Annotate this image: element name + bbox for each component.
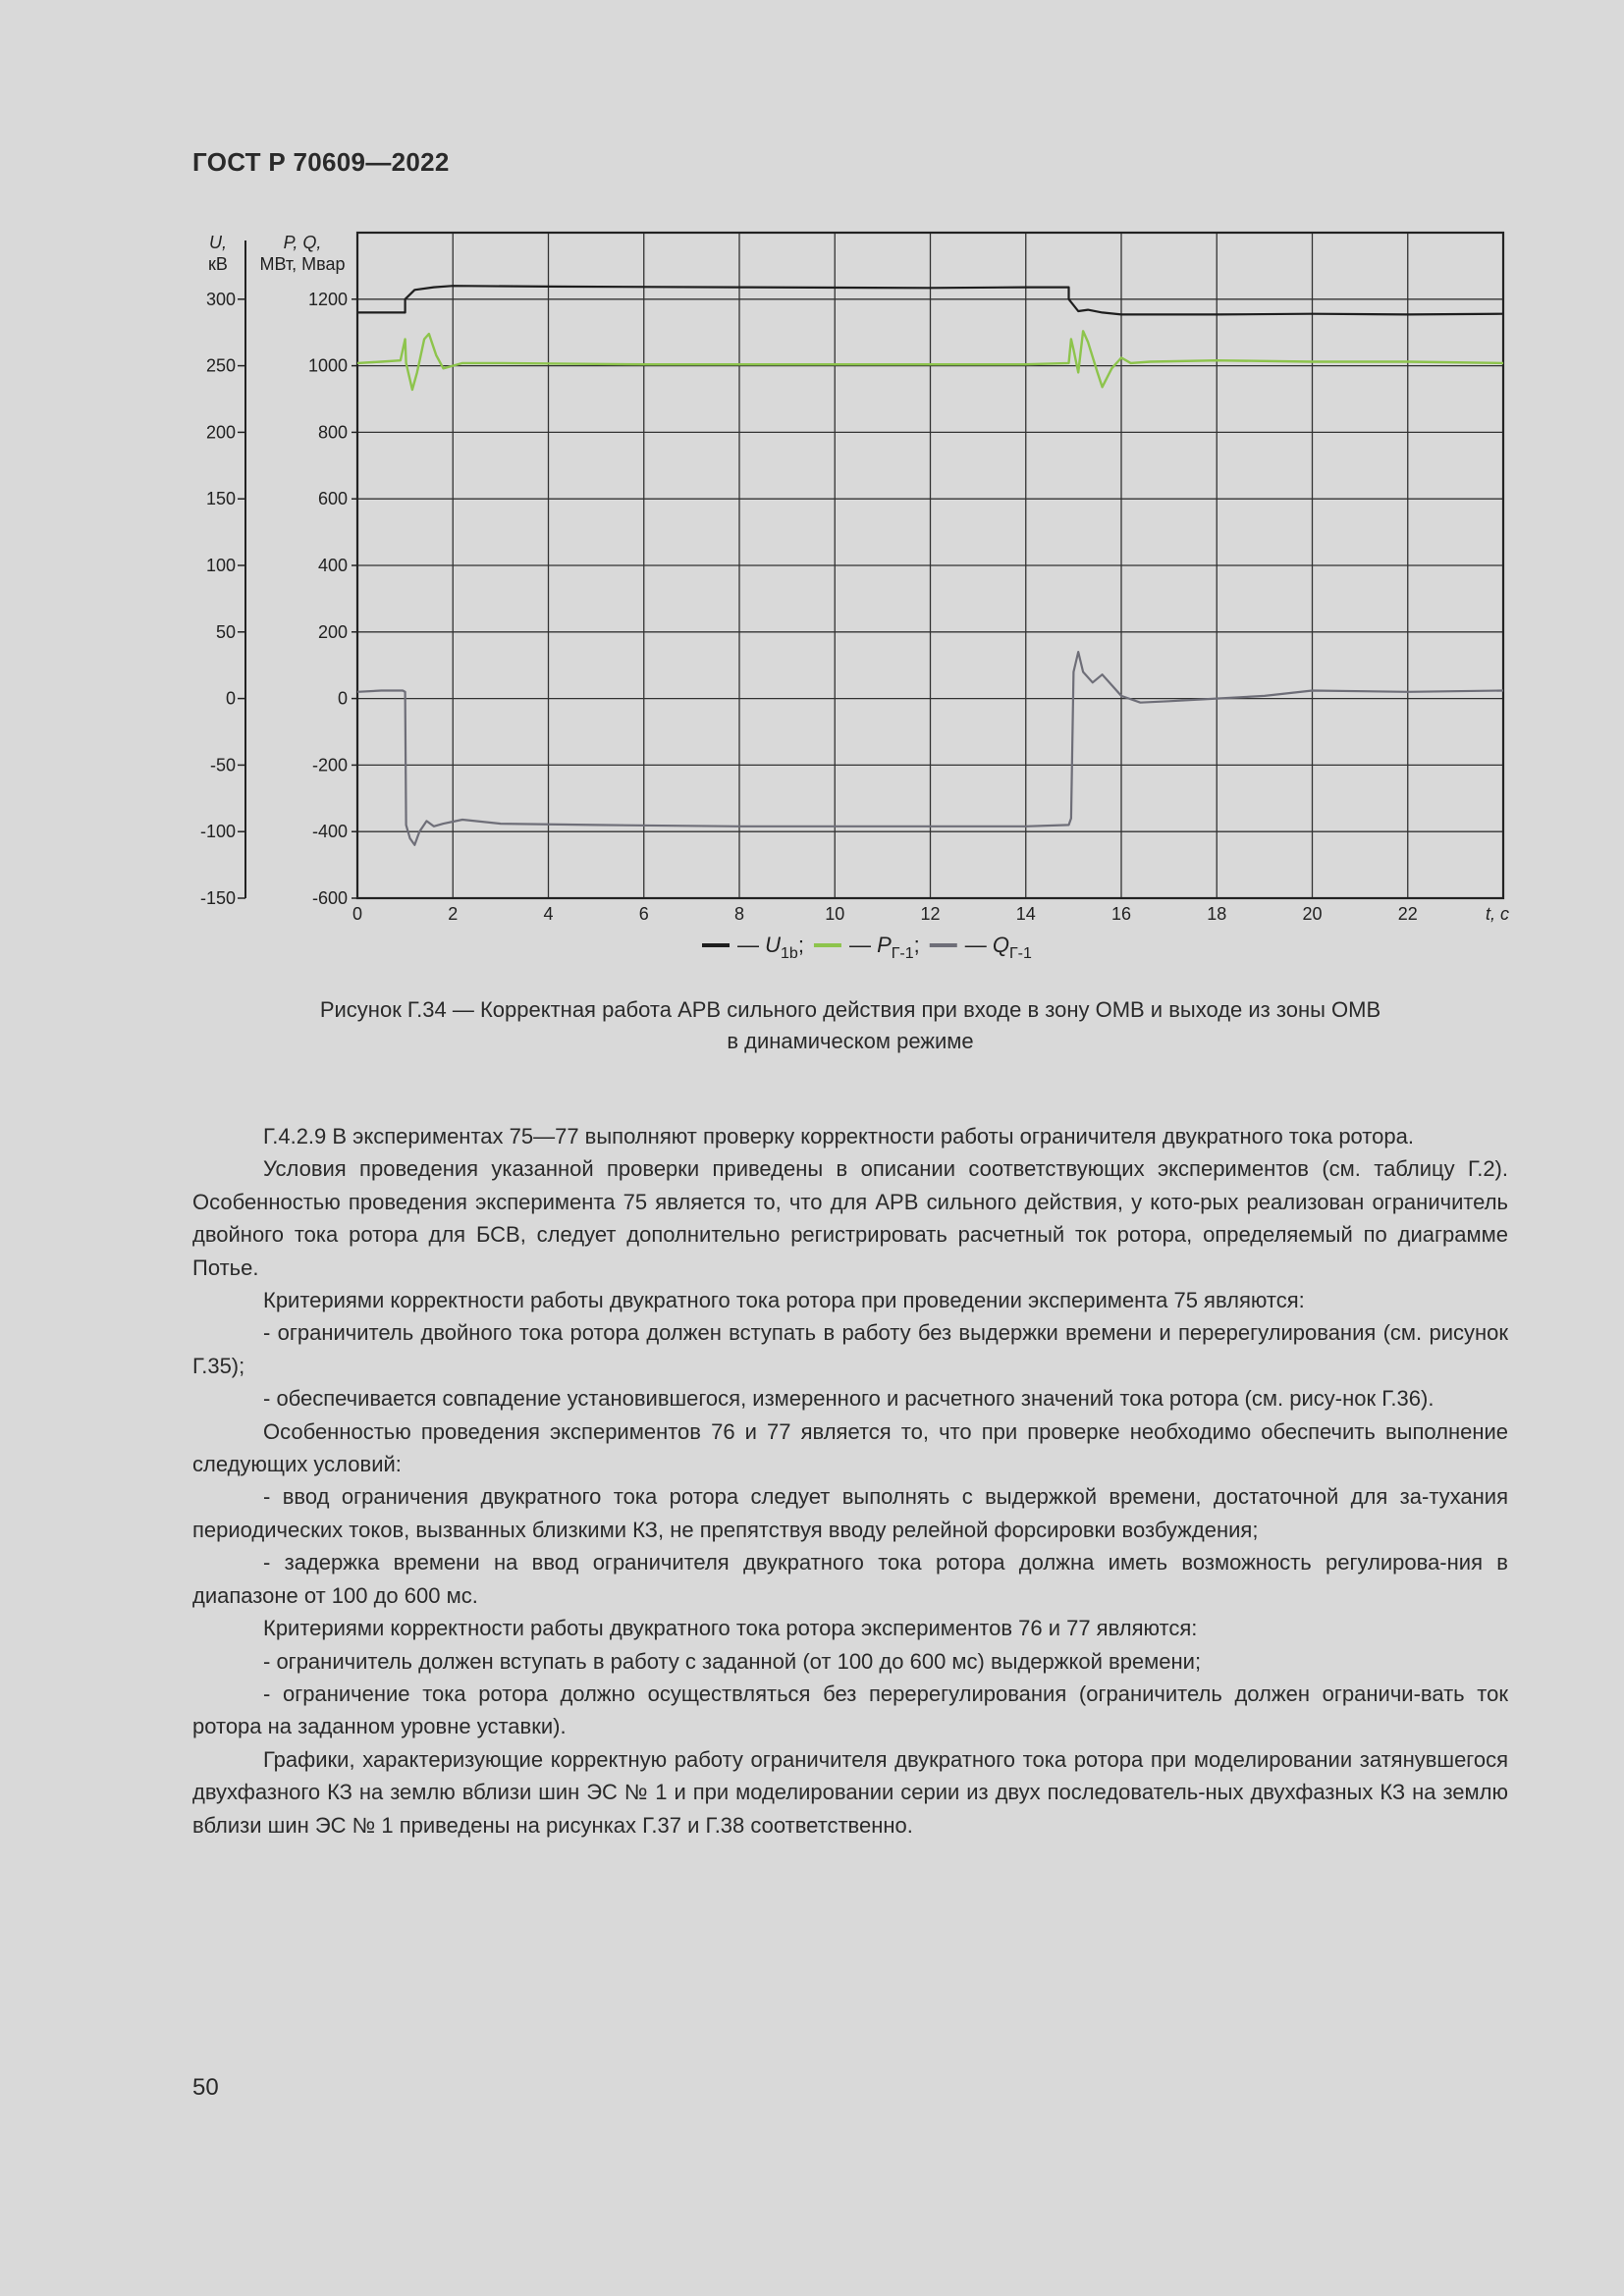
left-axis-tick-label: 0 [225, 688, 236, 709]
x-axis-tick-label: 16 [1110, 904, 1132, 924]
right-axis-tick-label: 400 [317, 556, 348, 575]
caption-line-2: в динамическом режиме [727, 1029, 974, 1053]
paragraph: - обеспечивается совпадение установившегося, измеренного и расчетного значений тока ротора (см. рису-нок Г.36). [263, 1386, 1435, 1412]
paragraph: - ввод ограничения двукратного тока ротора следует выполнять с выдержкой времени, достаточной для за-тухания периодических токов, вызванных близкими КЗ, не препятствуя вводу релейной форсировки возбуждения; [192, 1484, 1508, 1542]
x-axis-tick-label: 8 [733, 904, 745, 924]
left-axis-title: кВ [208, 254, 228, 274]
body-text [192, 1120, 1508, 1842]
x-axis-tick-label: 4 [543, 904, 554, 924]
paragraph: Г.4.2.9 В экспериментах 75—77 выполняют проверку корректности работы ограничителя двукратного тока ротора. [263, 1124, 1414, 1148]
legend-label: — $U_{1b}$; [737, 933, 804, 962]
left-axis-title: U, [209, 233, 227, 252]
right-axis-title: P, Q, [283, 233, 322, 252]
x-axis-tick-label: 6 [638, 904, 649, 924]
paragraph: - ограничитель должен вступать в работу с заданной (от 100 до 600 мс) выдержкой времени; [263, 1648, 1202, 1674]
left-axis-tick-label: 150 [205, 489, 236, 509]
document-header: ГОСТ Р 70609—2022 [192, 147, 450, 177]
x-axis-tick-label: 14 [1015, 904, 1036, 924]
left-axis-tick-label: -150 [199, 888, 236, 908]
right-axis-title: МВт, Мвар [259, 254, 346, 274]
right-axis-tick-label: -200 [311, 755, 348, 775]
legend-label: — $P_{Г-1}$; [848, 933, 920, 962]
paragraph: - задержка времени на ввод ограничителя двукратного тока ротора должна иметь возможность регулирова-ния в диапазоне от 100 до 600 мс. [192, 1550, 1508, 1608]
paragraph: Условия проведения указанной проверки приведены в описании соответствующих экспериментов (см. таблицу Г.2). Особенностью проведения эксперимента 75 является то, что для АРВ сильного действия, у кото-рых реализован ограничитель двойного тока ротора для БСВ, следует дополнительно регистрировать расчетный ток ротора, определяемый по диаграмме Потье. [192, 1156, 1508, 1280]
chart-svg [187, 221, 1522, 977]
right-axis-tick-label: 0 [337, 688, 348, 709]
chart-figure [187, 221, 1522, 977]
caption-line-1: Рисунок Г.34 — Корректная работа АРВ сильного действия при входе в зону ОМВ и выходе из зоны ОМВ [319, 997, 1381, 1022]
left-axis-tick-label: 200 [205, 422, 236, 443]
left-axis-tick-label: -100 [199, 822, 236, 842]
left-axis-tick-label: 250 [205, 355, 236, 376]
paragraph: Критериями корректности работы двукратного тока ротора экспериментов 76 и 77 являются: [263, 1616, 1198, 1641]
x-axis-tick-label: 12 [920, 904, 941, 924]
paragraph: - ограничение тока ротора должно осуществляться без перерегулирования (ограничитель должен ограничи-вать ток ротора на заданном уровне уставки). [192, 1681, 1508, 1739]
left-axis-tick-label: 50 [215, 621, 236, 642]
paragraph: Графики, характеризующие корректную работу ограничителя двукратного тока ротора при моделировании затянувшегося двухфазного КЗ на землю вблизи шин ЭС № 1 и при моделировании серии из двух последователь-ных двухфазных КЗ на землю вблизи шин ЭС № 1 приведены на рисунках Г.37 и Г.38 соответственно. [192, 1746, 1508, 1838]
left-axis-tick-label: 100 [205, 556, 236, 575]
right-axis-tick-label: 200 [317, 621, 348, 642]
right-axis-tick-label: 600 [317, 489, 348, 509]
right-axis-tick-label: 800 [317, 422, 348, 443]
legend-label: — $Q_{Г-1}$ [964, 933, 1032, 962]
right-axis-tick-label: 1000 [307, 355, 348, 376]
right-axis-tick-label: -400 [311, 822, 348, 842]
right-axis-tick-label: -600 [311, 888, 348, 908]
x-axis-tick-label: 22 [1397, 904, 1418, 924]
left-axis-tick-label: 300 [205, 289, 236, 309]
x-axis-tick-label: 18 [1207, 904, 1227, 924]
left-axis-tick-label: -50 [209, 755, 236, 775]
x-axis-tick-label: 0 [352, 904, 363, 924]
x-axis-tick-label: 20 [1302, 904, 1323, 924]
x-axis-tick-label: 10 [825, 904, 845, 924]
paragraph: Критериями корректности работы двукратного тока ротора при проведении эксперимента 75 являются: [263, 1288, 1305, 1313]
x-axis-title: t, с [1485, 904, 1510, 924]
paragraph: - ограничитель двойного тока ротора должен вступать в работу без выдержки времени и перерегулирования (см. рисунок Г.35); [192, 1320, 1508, 1378]
x-axis-tick-label: 2 [448, 904, 459, 924]
figure-caption [192, 994, 1508, 1057]
paragraph: Особенностью проведения экспериментов 76 и 77 является то, что при проверке необходимо обеспечить выполнение следующих условий: [192, 1418, 1508, 1477]
page-number: 50 [192, 2074, 219, 2101]
right-axis-tick-label: 1200 [307, 289, 348, 309]
